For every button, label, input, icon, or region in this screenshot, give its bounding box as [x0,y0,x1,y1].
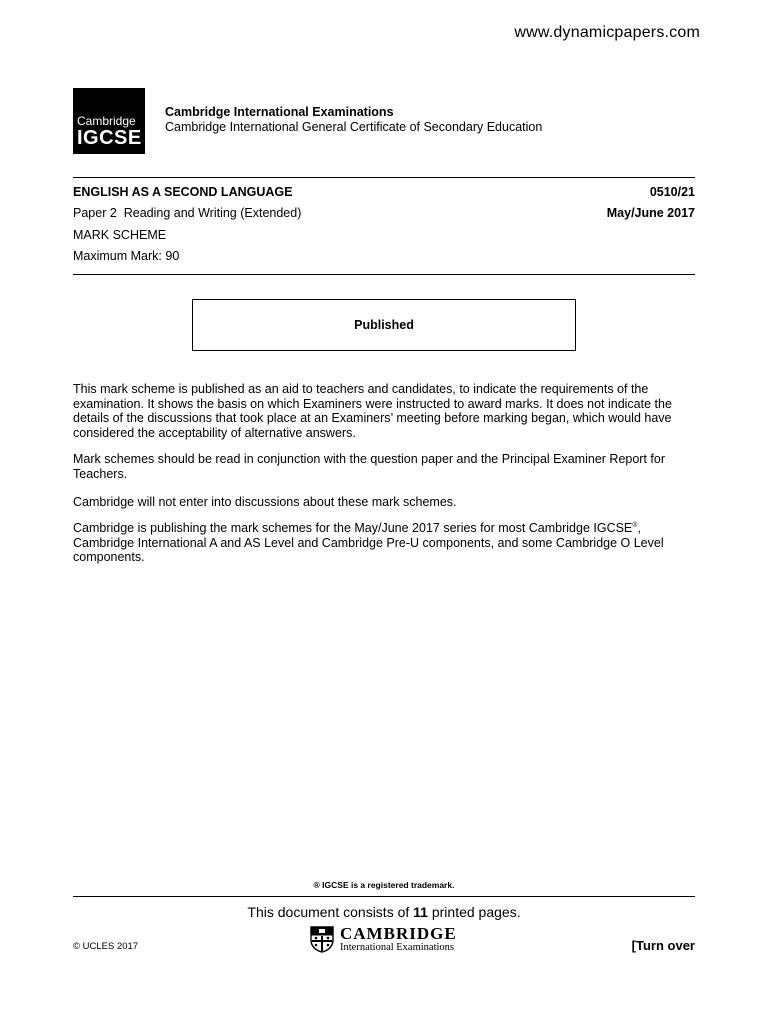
header-rule-top [73,177,695,178]
document-type: MARK SCHEME [73,228,167,242]
watermark-url: www.dynamicpapers.com [514,24,700,41]
brand-name: CAMBRIDGE [340,924,457,943]
logo-line-cambridge: Cambridge [77,114,136,128]
discussion-paragraph: Cambridge will not enter into discussions about these mark schemes. [73,495,457,509]
syllabus-code: 0510/21 [649,185,695,199]
organisation-name: Cambridge International Examinations [165,105,394,119]
registered-mark: ® [632,521,638,529]
maximum-mark: Maximum Mark: 90 [73,249,180,263]
qualification-name: Cambridge International General Certificate of Secondary Education [165,120,543,134]
publishing-text-end: , Cambridge International A and AS Level and Cambridge Pre-U components, and some Cambridge O Level components. [73,521,664,564]
intro-paragraph: This mark scheme is published as an aid to teachers and candidates, to indicate the requirements of the examination. It shows the basis on which Examiners were instructed to award marks. It does not indicate the details of the discussions that took place at an Examiners’ meeting before marking began, which would have considered the acceptability of alternative answers. [73,382,672,440]
page-count: 11 [413,904,428,920]
cambridge-crest-icon [310,926,334,953]
published-status-box [192,299,576,351]
publishing-paragraph [73,521,698,565]
page-count-line [73,904,695,920]
cambridge-brand-logo [310,925,457,954]
header-rule-bottom [73,274,695,275]
publishing-text-start: Cambridge is publishing the mark schemes for the May/June 2017 series for most Cambridge IGCSE [73,521,633,535]
footer-rule [73,896,695,897]
brand-subtitle: International Examinations [340,942,455,953]
copyright-notice: © UCLES 2017 [73,941,139,952]
turn-over-note: [Turn over [631,938,695,953]
exam-session: May/June 2017 [606,206,695,220]
pages-text-end: printed pages. [427,904,521,920]
published-label: Published [354,318,414,332]
subject-title: ENGLISH AS A SECOND LANGUAGE [73,185,293,199]
pages-text-start: This document consists of [247,904,414,920]
cambridge-igcse-logo [73,88,145,154]
trademark-note: ® IGCSE is a registered trademark. [313,880,455,890]
conjunction-paragraph: Mark schemes should be read in conjunction with the question paper and the Principal Examiner Report for Teachers. [73,452,665,481]
paper-title: Paper 2 Reading and Writing (Extended) [73,206,302,220]
logo-line-igcse: IGCSE [77,127,142,149]
